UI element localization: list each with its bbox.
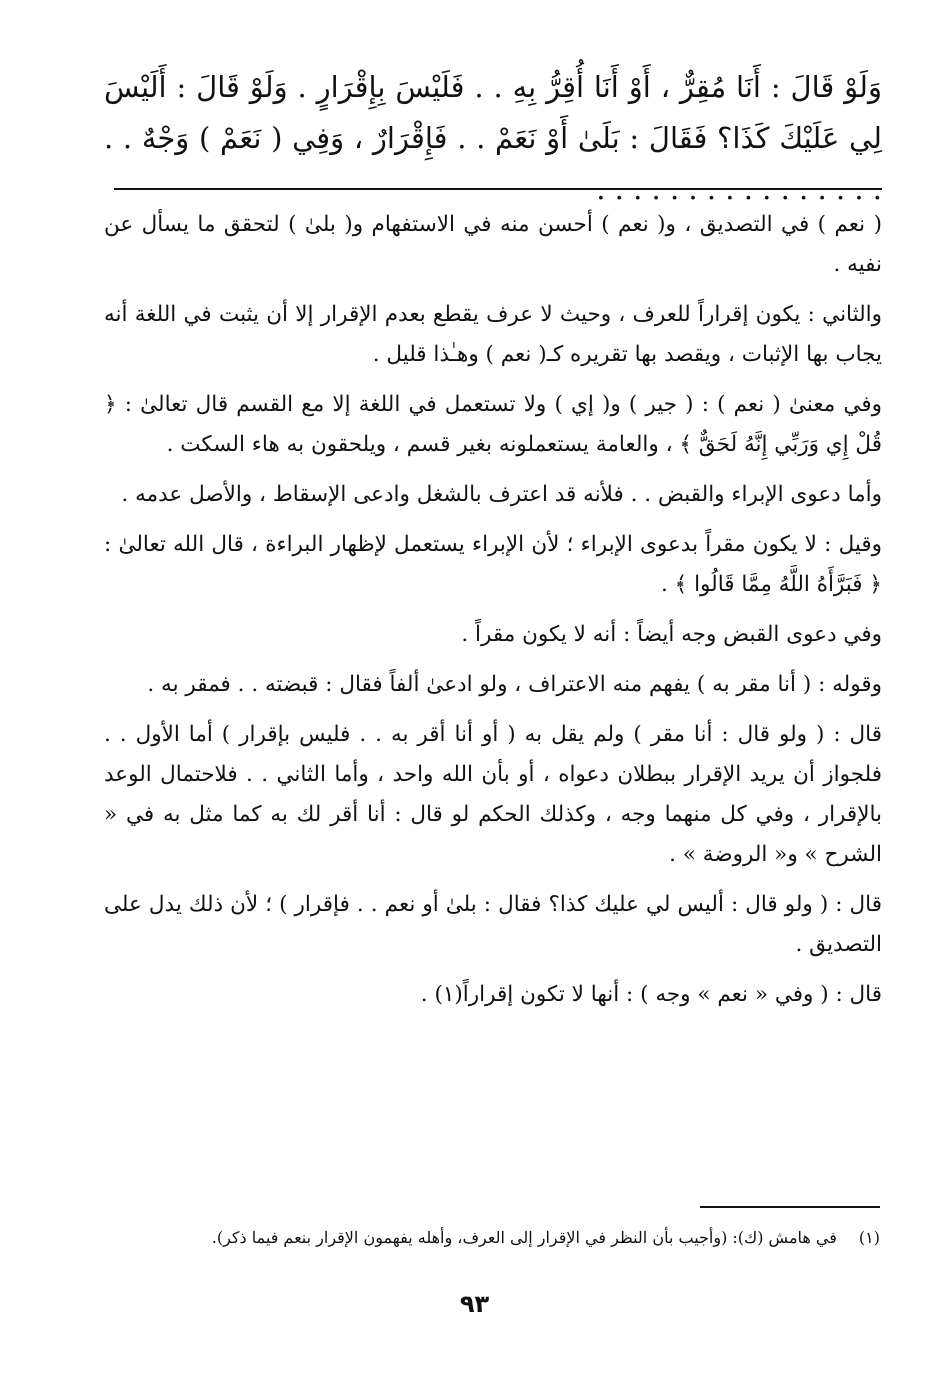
commentary-paragraph: ( نعم ) في التصديق ، و( نعم ) أحسن منه في الاستفهام و( بلىٰ ) لتحقق ما يسأل عن نفيه . [104, 212, 882, 277]
commentary-paragraph: وفي دعوى القبض وجه أيضاً : أنه لا يكون مقراً . [461, 622, 882, 647]
matn-text: وَلَوْ قَالَ : أَنَا مُقِرٌّ ، أَوْ أَنَا أُقِرُّ بِهِ . . فَلَيْسَ بِإِقْرَارٍ . وَلَوْ قَالَ : أَلَيْسَ لِي عَلَيْكَ كَذَا؟ فَقَالَ : بَلَىٰ أَوْ نَعَمْ . . فَإِقْرَارٌ ، وَفِي ( نَعَمْ ) وَجْهٌ . . . . . . . . . . . . . . . . . . [104, 70, 882, 206]
commentary-paragraph: وقيل : لا يكون مقراً بدعوى الإبراء ؛ لأن الإبراء يستعمل لإظهار البراءة ، قال الله تعالىٰ : ﴿ فَبَرَّأَهُ اللَّهُ مِمَّا قَالُوا ﴾ . [104, 532, 882, 597]
separator-rule [114, 188, 882, 190]
page-number: ٩٣ [459, 1290, 490, 1318]
commentary-paragraph: وفي معنىٰ ( نعم ) : ( جير ) و( إي ) ولا تستعمل في اللغة إلا مع القسم قال تعالىٰ : ﴿ قُلْ إِي وَرَبِّي إِنَّهُ لَحَقٌّ ﴾ ، والعامة يستعملونه بغير قسم ، ويلحقون به هاء السكت . [104, 392, 882, 457]
commentary-body [104, 205, 882, 1025]
footnote [104, 1226, 880, 1250]
footnote-number: (١) [858, 1228, 880, 1247]
commentary-paragraph: والثاني : يكون إقراراً للعرف ، وحيث لا عرف يقطع بعدم الإقرار إلا أن يثبت في اللغة أنه يجاب بها الإثبات ، ويقصد بها تقريره كـ( نعم ) وهـٰذا قليل . [104, 302, 882, 367]
footnote-rule [700, 1206, 880, 1208]
commentary-paragraph: وقوله : ( أنا مقر به ) يفهم منه الاعتراف ، ولو ادعىٰ ألفاً فقال : قبضته . . فمقر به . [147, 672, 882, 697]
commentary-paragraph: قال : ( ولو قال : أنا مقر ) ولم يقل به ( أو أنا أقر به . . فليس بإقرار ) أما الأول . . فلجواز أن يريد الإقرار ببطلان دعواه ، أو بأن الله واحد ، وأما الثاني . . فلاحتمال الوعد بالإقرار ، وفي كل منهما وجه ، وكذلك الحكم لو قال : أنا أقر لك به كما مثل به في « الشرح » و« الروضة » . [104, 722, 882, 867]
commentary-paragraph: قال : ( وفي « نعم » وجه ) : أنها لا تكون إقراراً(١) . [420, 982, 882, 1007]
commentary-paragraph: قال : ( ولو قال : أليس لي عليك كذا؟ فقال : بلىٰ أو نعم . . فإقرار ) ؛ لأن ذلك يدل على التصديق . [104, 892, 882, 957]
footnote-text: في هامش (ك): (وأجيب بأن النظر في الإقرار إلى العرف، وأهله يفهمون الإقرار بنعم فيما ذكر). [211, 1228, 837, 1247]
commentary-paragraph: وأما دعوى الإبراء والقبض . . فلأنه قد اعترف بالشغل وادعى الإسقاط ، والأصل عدمه . [121, 482, 882, 507]
